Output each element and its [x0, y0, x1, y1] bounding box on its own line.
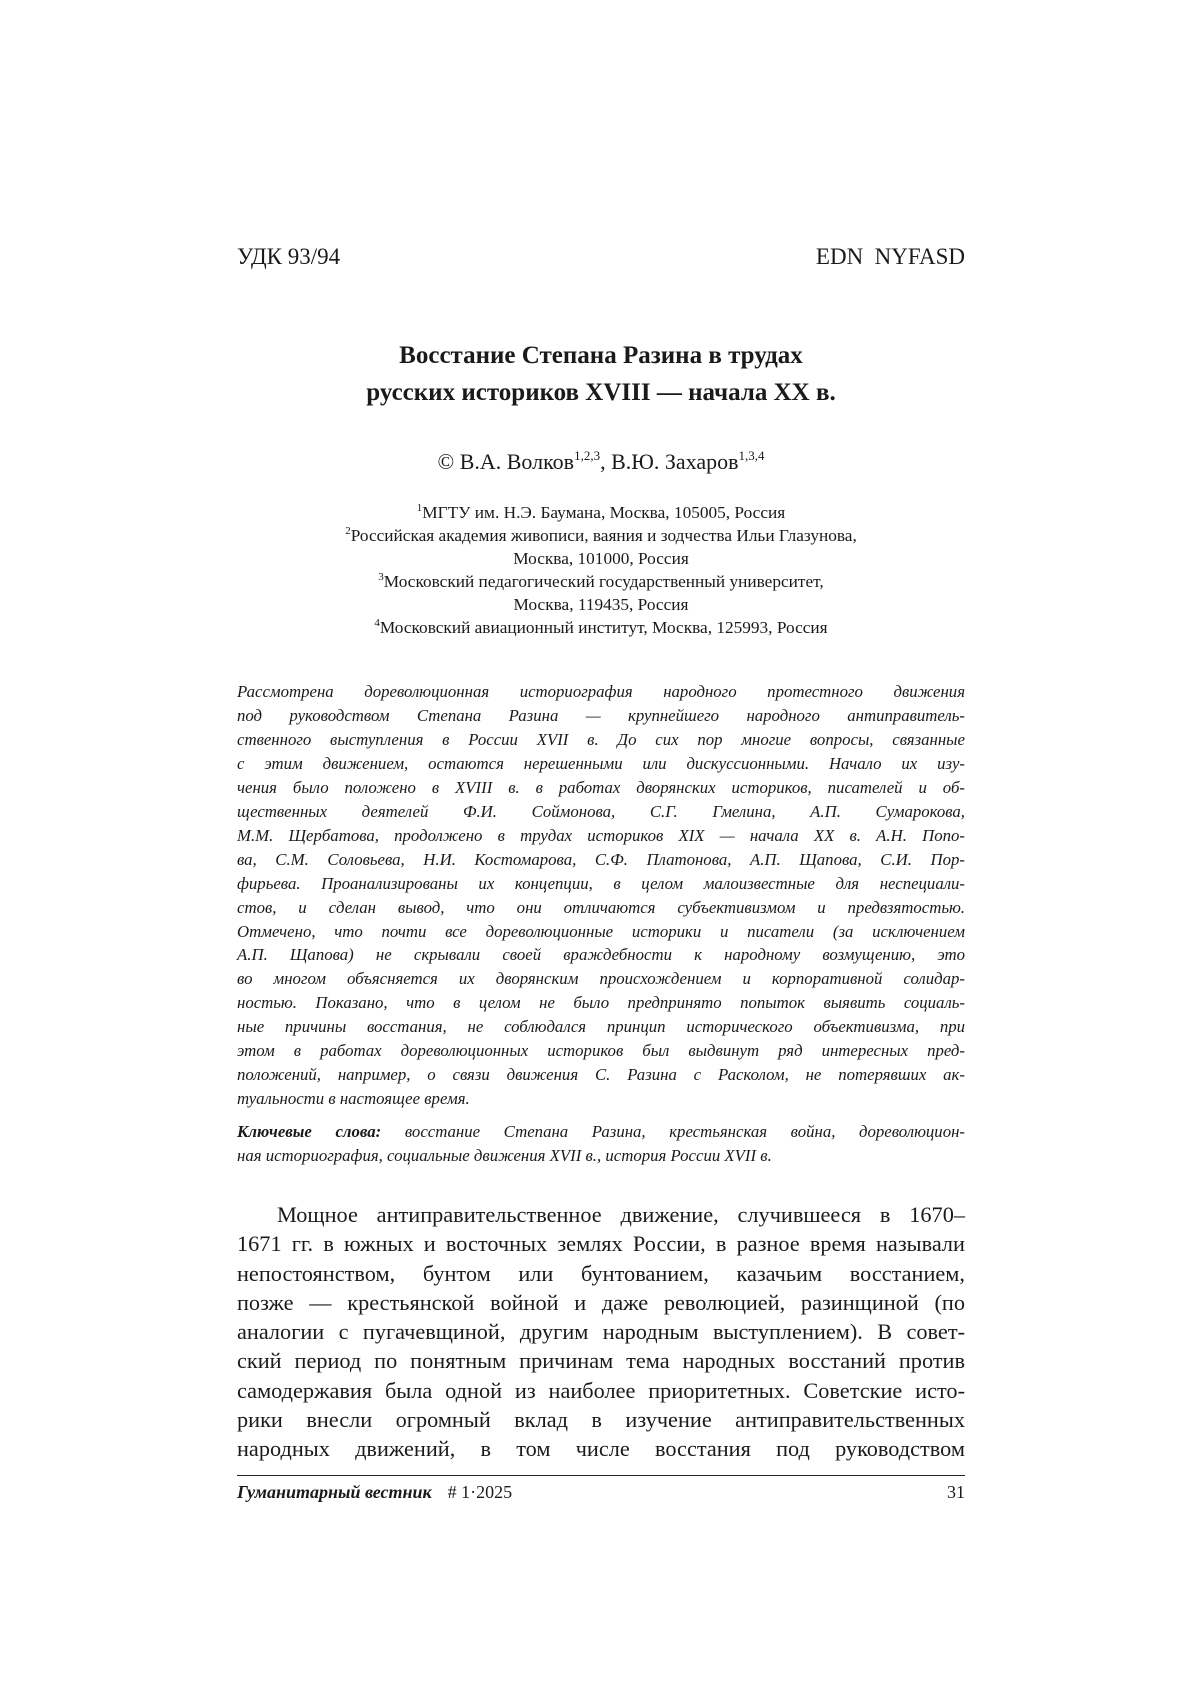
- body-line: 1671 гг. в южных и восточных землях России, в разное время называли: [237, 1231, 965, 1257]
- abstract-line: фирьева. Проанализированы их концепции, в целом малоизвестные для неспециали-: [237, 873, 965, 893]
- abstract-line: щественных деятелей Ф.И. Соймонова, С.Г. Гмелина, А.П. Сумарокова,: [237, 801, 965, 821]
- affiliation-number: 1: [416, 502, 423, 514]
- keywords-text: восстание Степана Разина, крестьянская война, дореволюцион-: [381, 1122, 965, 1141]
- abstract-line: Отмечено, что почти все дореволюционные историки и писатели (за исключением: [237, 921, 965, 941]
- body-paragraph: [237, 1200, 965, 1464]
- affiliation-number: 2: [345, 525, 351, 537]
- paper-page: [237, 0, 965, 1698]
- title-line-2: русских историков XVIII — начала XX в.: [366, 379, 836, 406]
- abstract-line: с этим движением, остаются нерешенными или дискуссионными. Начало их изу-: [237, 753, 965, 773]
- abstract-line: положений, например, о связи движения С. Разина с Расколом, не потерявших ак-: [237, 1065, 965, 1085]
- abstract-line: этом в работах дореволюционных историков был выдвинут ряд интересных пред-: [237, 1041, 965, 1061]
- body-line: непостоянством, бунтом или бунтованием, казачьим восстанием,: [237, 1260, 965, 1286]
- author-1-affiliations: 1,2,3: [574, 448, 601, 463]
- keywords: [237, 1120, 965, 1168]
- paper-title: [237, 337, 965, 411]
- author-2: В.Ю. Захаров: [611, 449, 739, 474]
- affiliations: [237, 501, 965, 639]
- affiliation-number: 4: [374, 617, 380, 629]
- body-line: ский период по понятным причинам тема народных восстаний против: [237, 1348, 965, 1374]
- affiliation-line: [237, 501, 965, 524]
- abstract-line: ва, С.М. Соловьева, Н.И. Костомарова, С.Ф. Платонова, А.П. Щапова, С.И. Пор-: [237, 849, 965, 869]
- authors: [237, 448, 965, 476]
- footer-left: [237, 1480, 512, 1504]
- affiliation-text: Московский педагогический государственный университет,: [383, 572, 824, 591]
- abstract-line: А.П. Щапова) не скрывали своей враждебности к народному возмущению, это: [237, 945, 965, 965]
- body-line: рики внесли огромный вклад в изучение антиправительственных: [237, 1407, 965, 1433]
- affiliation-text: Московский авиационный институт, Москва, 125993, Россия: [379, 618, 828, 637]
- body-line: Мощное антиправительственное движение, случившееся в 1670–: [277, 1202, 965, 1227]
- header-row: [237, 242, 965, 272]
- author-2-affiliations: 1,3,4: [738, 448, 765, 463]
- udc-code: УДК 93/94: [237, 244, 341, 269]
- abstract-line: ные причины восстания, не соблюдался принцип исторического объективизма, при: [237, 1017, 965, 1037]
- affiliation-text: Российская академия живописи, ваяния и зодчества Ильи Глазунова,: [350, 526, 857, 545]
- page-number: 31: [947, 1482, 965, 1502]
- journal-name: Гуманитарный вестник: [237, 1482, 432, 1502]
- issue-number: # 1·2025: [447, 1482, 513, 1502]
- affiliation-line: [237, 593, 965, 616]
- page-footer: [237, 1480, 965, 1504]
- abstract-line: ственного выступления в России XVII в. До сих пор многие вопросы, связанные: [237, 729, 965, 749]
- keywords-line: [237, 1120, 965, 1144]
- abstract-line: туальности в настоящее время.: [237, 1089, 470, 1109]
- affiliation-line: [237, 616, 965, 639]
- affiliation-line: [237, 570, 965, 593]
- affiliation-text: Москва, 101000, Россия: [513, 549, 689, 568]
- body-line: самодержавия была одной из наиболее приоритетных. Советские исто-: [237, 1377, 965, 1403]
- affiliation-line: [237, 524, 965, 547]
- affiliation-text: Москва, 119435, Россия: [513, 595, 689, 614]
- affiliation-number: 3: [378, 571, 384, 583]
- footer-divider: [237, 1475, 965, 1476]
- abstract-line: под руководством Степана Разина — крупнейшего народного антиправитель-: [237, 705, 965, 725]
- author-1: В.А. Волков: [459, 449, 575, 474]
- edn-code: EDN NYFASD: [815, 244, 965, 269]
- affiliation-text: МГТУ им. Н.Э. Баумана, Москва, 105005, Россия: [422, 503, 786, 522]
- abstract-line: во многом объясняется их дворянским происхождением и корпоративной солидар-: [237, 969, 965, 989]
- abstract-line: Рассмотрена дореволюционная историография народного протестного движения: [237, 682, 965, 701]
- body-line: позже — крестьянской войной и даже революцией, разинщиной (по: [237, 1289, 965, 1315]
- keywords-label: Ключевые слова:: [237, 1122, 382, 1141]
- body-line: аналогии с пугачевщиной, другим народным выступлением). В совет-: [237, 1319, 965, 1345]
- title-line-1: Восстание Степана Разина в трудах: [399, 342, 803, 369]
- abstract: [237, 680, 965, 1111]
- keywords-line: ная историография, социальные движения XVII в., история России XVII в.: [237, 1146, 772, 1165]
- affiliation-line: [237, 547, 965, 570]
- abstract-line: М.М. Щербатова, продолжено в трудах историков XIX — начала XX в. А.Н. Попо-: [237, 825, 965, 845]
- copyright-sign: ©: [437, 449, 460, 474]
- author-separator: ,: [600, 449, 612, 474]
- abstract-line: ностью. Показано, что в целом не было предпринято попыток выявить социаль-: [237, 993, 965, 1013]
- body-line: народных движений, в том числе восстания под руководством: [237, 1436, 965, 1462]
- abstract-line: стов, и сделан вывод, что они отличаются субъективизмом и предвзятостью.: [237, 897, 965, 917]
- abstract-line: чения было положено в XVIII в. в работах дворянских историков, писателей и об-: [237, 777, 965, 797]
